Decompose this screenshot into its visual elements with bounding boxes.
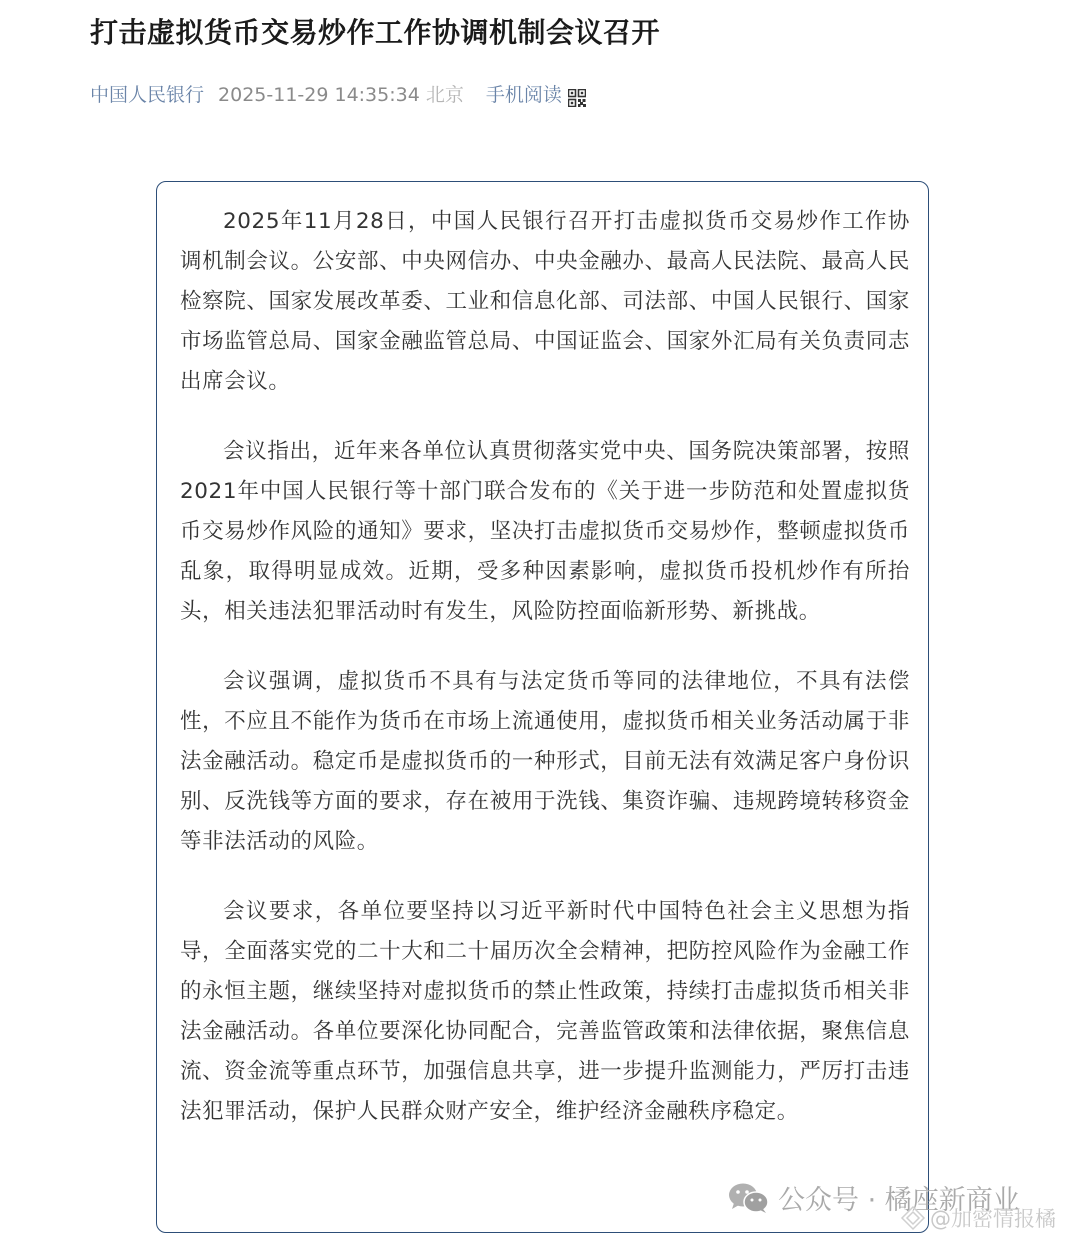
publish-datetime: 2025-11-29 14:35:34 bbox=[218, 84, 420, 106]
wechat-watermark-text: 公众号 · 橘座新商业 bbox=[778, 1185, 1020, 1216]
article-title: 打击虚拟货币交易炒作工作协调机制会议召开 bbox=[90, 16, 661, 49]
publish-location: 北京 bbox=[425, 84, 464, 106]
paragraph-1: 2025年11月28日，中国人民银行召开打击虚拟货币交易炒作工作协调机制会议。公安部、中央网信办、中央金融办、最高人民法院、最高人民检察院、国家发展改革委、工业和信息化部、司法部、中国人民银行、国家市场监管总局、国家金融监管总局、中国证监会、国家外汇局有关负责同志出席会议。 bbox=[180, 209, 910, 394]
paragraph-4: 会议要求，各单位要坚持以习近平新时代中国特色社会主义思想为指导，全面落实党的二十大和二十届历次全会精神，把防控风险作为金融工作的永恒主题，继续坚持对虚拟货币的禁止性政策，持续打击虚拟货币相关非法金融活动。各单位要深化协同配合，完善监管政策和法律依据，聚焦信息流、资金流等重点环节，加强信息共享，进一步提升监测能力，严厉打击违法犯罪活动，保护人民群众财产安全，维护经济金融秩序稳定。 bbox=[180, 899, 910, 1124]
secondary-watermark-text: @加密情报橘 bbox=[930, 1207, 1056, 1231]
source-link[interactable]: 中国人民银行 bbox=[90, 84, 205, 106]
paragraph-3: 会议强调，虚拟货币不具有与法定货币等同的法律地位，不具有法偿性，不应且不能作为货币在市场上流通使用，虚拟货币相关业务活动属于非法金融活动。稳定币是虚拟货币的一种形式，目前无法有效满足客户身份识别、反洗钱等方面的要求，存在被用于洗钱、集资诈骗、违规跨境转移资金等非法活动的风险。 bbox=[180, 669, 910, 854]
mobile-read-link[interactable]: 手机阅读 bbox=[485, 84, 562, 106]
paragraph-2: 会议指出，近年来各单位认真贯彻落实党中央、国务院决策部署，按照2021年中国人民银行等十部门联合发布的《关于进一步防范和处置虚拟货币交易炒作风险的通知》要求，坚决打击虚拟货币交易炒作，整顿虚拟货币乱象，取得明显成效。近期，受多种因素影响，虚拟货币投机炒作有所抬头，相关违法犯罪活动时有发生，风险防控面临新形势、新挑战。 bbox=[180, 439, 910, 624]
qr-code-icon[interactable] bbox=[568, 86, 586, 104]
article-body bbox=[180, 202, 910, 1162]
article-meta bbox=[90, 80, 586, 110]
